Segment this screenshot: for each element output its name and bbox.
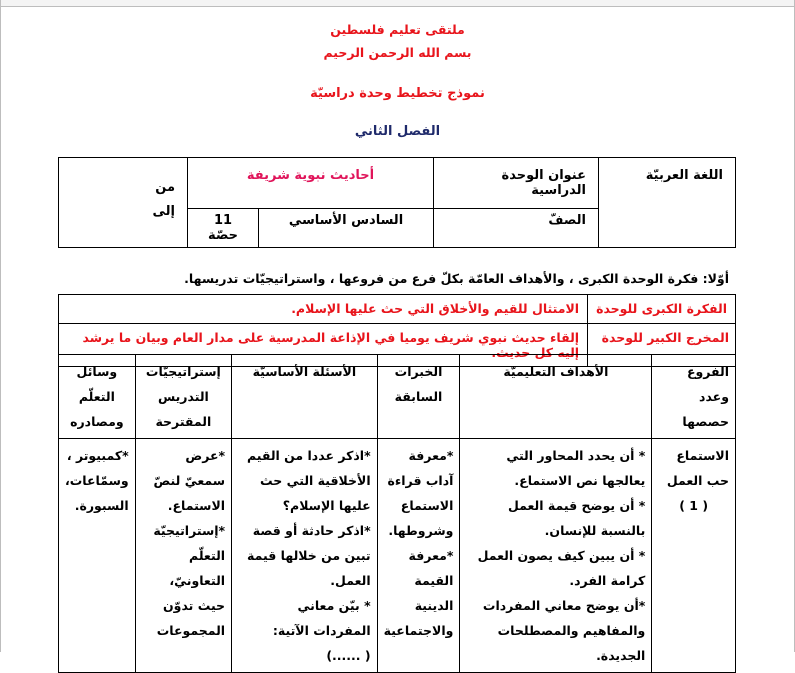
strategy-item: *إستراتيجيّة التعلّم التعاونيّ، حيث تدوّن المجموعات xyxy=(153,523,226,638)
resources-cell xyxy=(59,439,136,673)
from-label: من xyxy=(155,180,175,195)
header-strategies-label: إستراتيجيّات التدريس المقترحة xyxy=(145,364,221,429)
unit-title-label: عنوان الوحدة الدراسية xyxy=(501,168,586,198)
objective-item: * أن يحدد المحاور التي يعالجها نص الاستماع. xyxy=(506,448,646,488)
prior-cell xyxy=(377,439,460,673)
periods-value: 11 حصّة xyxy=(207,213,239,243)
page-top-edge xyxy=(0,0,795,7)
prior-item: *معرفة القيمة الدينية والاجتماعية xyxy=(383,548,454,638)
header-prior xyxy=(377,355,460,439)
branch-cell xyxy=(652,439,736,673)
unit-info-table xyxy=(58,157,736,248)
unit-title-value-cell xyxy=(188,158,434,209)
periods-cell xyxy=(188,209,259,248)
basmala: بسم الله الرحمن الرحيم xyxy=(323,45,472,60)
big-idea-value-cell xyxy=(59,295,588,324)
header-resources-label: وسائل التعلّم ومصادره xyxy=(70,364,124,429)
header-questions xyxy=(232,355,378,439)
question-item: * بيّن معاني المفردات الآتية: xyxy=(272,598,371,638)
grade-label-cell xyxy=(434,209,599,248)
site-name: ملتقى تعليم فلسطين xyxy=(330,22,465,37)
big-idea-value: الامتثال للقيم والأخلاق التي حث عليها الإسلام. xyxy=(291,301,580,316)
objective-item: * أن يوضح قيمة العمل بالنسبة للإنسان. xyxy=(507,498,646,538)
header-objectives xyxy=(460,355,652,439)
objective-item: *أن يوضح معاني المفردات والمفاهيم والمصطلحات الجديدة. xyxy=(482,598,646,663)
big-idea-label: الفكرة الكبرى للوحدة xyxy=(596,301,727,316)
subject-cell xyxy=(599,158,736,248)
unit-title-label-cell xyxy=(434,158,599,209)
subject-label: اللغة العربيّة xyxy=(645,168,723,183)
big-output-value: إلقاء حديث نبوي شريف يوميا في الإذاعة المدرسية على مدار العام وبيان ما يرشد إليه كل حديث. xyxy=(82,330,580,360)
strategy-item: *عرض سمعيّ لنصّ الاستماع. xyxy=(153,448,226,513)
document-title: نموذج تخطيط وحدة دراسيّة xyxy=(310,86,485,101)
question-item: *اذكر عددا من القيم الأخلاقية التي حث عليها الإسلام؟ xyxy=(246,448,371,513)
semester-label: الفصل الثاني xyxy=(354,124,441,139)
branch-name: الاستماع حب العمل xyxy=(666,448,729,488)
grade-value: السادس الأساسي xyxy=(288,213,404,228)
prior-item: *معرفة آداب قراءة الاستماع وشروطها. xyxy=(387,448,454,538)
header-branches xyxy=(652,355,736,439)
unit-title-value: أحاديث نبوية شريفة xyxy=(246,168,375,183)
big-idea-label-cell xyxy=(588,295,736,324)
section-heading: أوّلا: فكرة الوحدة الكبرى ، والأهداف العامّة بكلّ فرع من فروعها ، واستراتيجيّات تدريسها. xyxy=(184,271,729,286)
objective-item: * أن يبين كيف يصون العمل كرامة الفرد. xyxy=(477,548,646,588)
questions-cell xyxy=(232,439,378,673)
header-resources xyxy=(59,355,136,439)
header-strategies xyxy=(135,355,231,439)
objectives-cell xyxy=(460,439,652,673)
unit-plan-table xyxy=(58,354,736,673)
big-output-label: المخرج الكبير للوحدة xyxy=(601,330,729,345)
date-range-cell xyxy=(59,158,188,248)
header-questions-label: الأسئلة الأساسيّة xyxy=(252,364,357,379)
grade-value-cell xyxy=(259,209,434,248)
header-objectives-label: الأهداف التعليميّة xyxy=(503,364,609,379)
grade-label: الصفّ xyxy=(548,213,586,228)
question-item: ( ......) xyxy=(326,648,371,663)
strategies-cell xyxy=(135,439,231,673)
to-label: إلى xyxy=(152,204,175,219)
header-prior-label: الخبرات السابقة xyxy=(394,364,443,404)
header-branches-label: الفروع وعدد حصصها xyxy=(682,364,729,429)
resource-item: *كمبيوتر ، وسمّاعات، السبورة. xyxy=(64,448,129,513)
branch-count: ( 1 ) xyxy=(679,498,709,513)
question-item: *اذكر حادثة أو قصة تبين من خلالها قيمة العمل. xyxy=(247,523,371,588)
